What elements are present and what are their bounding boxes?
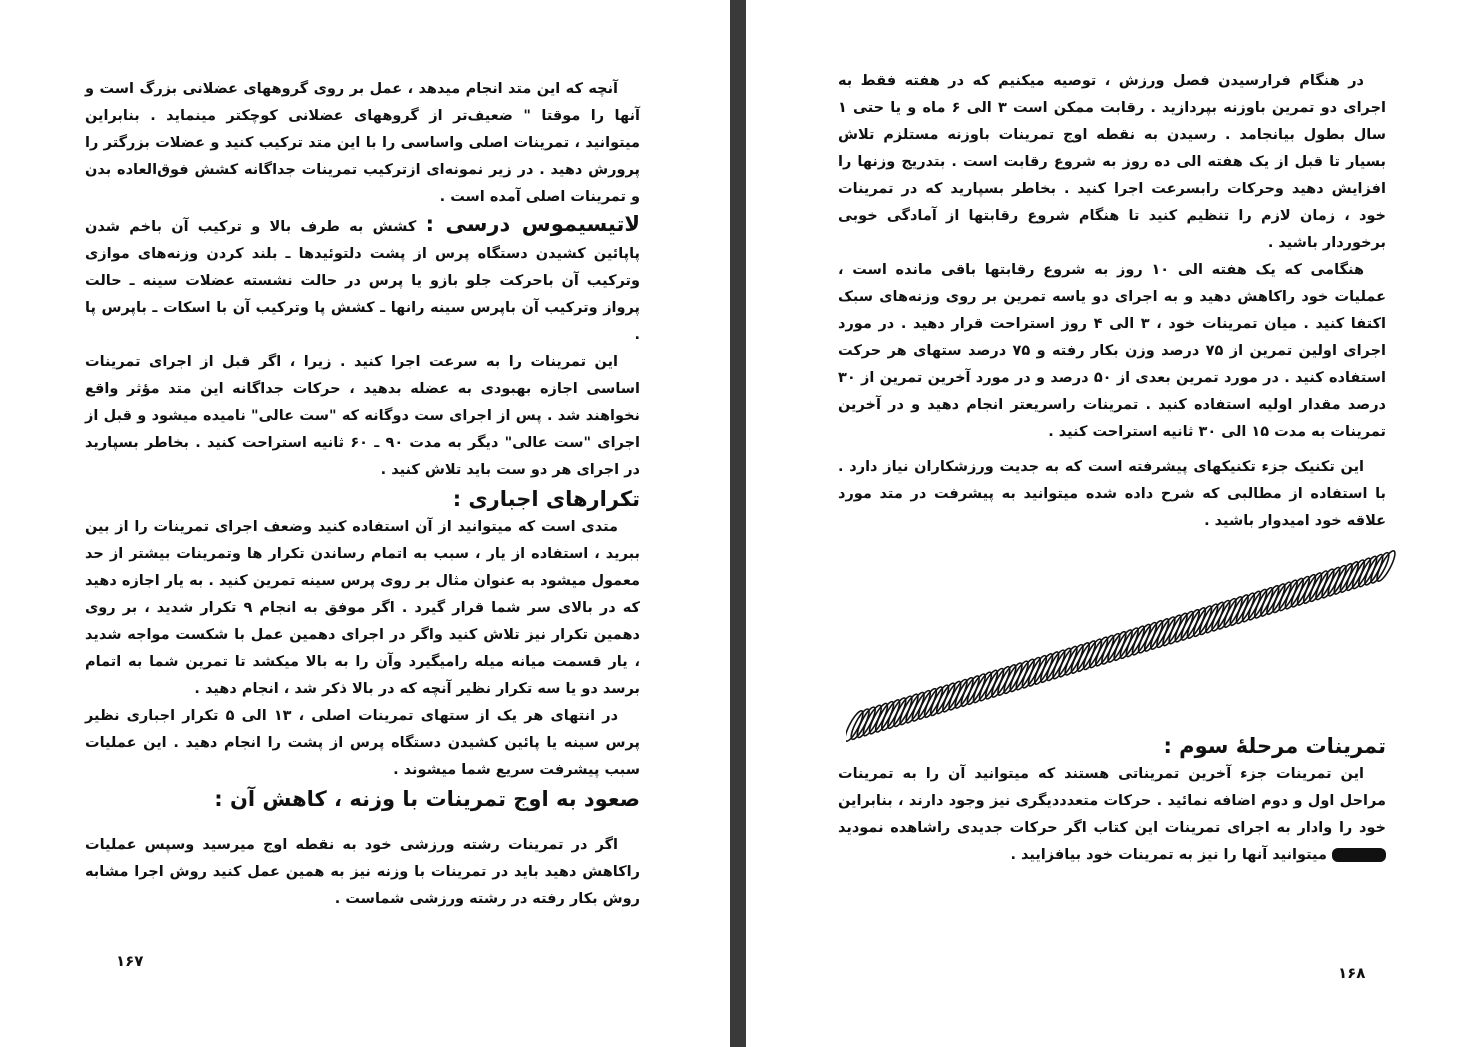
section-heading: تمرینات مرحلهٔ سوم : [1163,734,1386,758]
paragraph: متدی است که میتوانید از آن استفاده کنید وضعف اجرای تمرینات را از بین ببرید ، استفاده از یار ، سبب به اتمام رساندن تکرار ها وتمرینات بیشتر از حد معمول میشود به عنوان مثال بر روی پرس سینه تمرین کنید . به یار اجازه دهید که در بالای سر شما قرار گیرد . اگر موفق به انجام ۹ تکرار شدید ، بر روی دهمین تکرار نیز تلاش کنید واگر در اجرای دهمین عمل با شکست مواجه شدید ، یار قسمت میانه میله رامیگیرد وآن را به بالا میکشد تا تمرین شما به اتمام برسد دو یا سه تکرار نظیر آنچه که در بالا ذکر شد ، انجام دهید . [85,519,640,697]
coiled-spring-illustration [846,548,1396,748]
section-heading: صعود به اوج تمرینات با وزنه ، کاهش آن : [214,787,640,811]
paragraph: این تکنیک جزء تکنیکهای پیشرفته است که به جدیت ورزشکاران نیاز دارد . با استفاده از مطالبی که شرح داده شده میتوانید به پیشرفت در متد مورد علاقه خود امیدوار باشید . [838,459,1386,529]
left-page-text [85,76,640,913]
paragraph-text: این تمرینات جزء آخرین تمریناتی هستند که میتوانید آن را به تمرینات مراحل اول و دوم اضافه نمائید . حرکات متعدددیگری نیز وجود دارند ، بنابراین خود را وادار به اجرای تمرینات این کتاب اگر حرکات جدیدی راشاهده نمودید [838,766,1386,836]
spacer [838,446,1386,454]
spacer [85,814,640,832]
left-page [0,0,730,1047]
paragraph: این تمرینات را به سرعت اجرا کنید . زیرا ، اگر قبل از اجرای تمرینات اساسی اجازه بهبودی به عضله بدهید ، حرکات جداگانه این متد مؤثر واقع نخواهند شد . پس از اجرای ست دوگانه که "ست عالی" نامیده میشود و قبل از اجرای "ست عالی" دیگر به مدت ۹۰ ـ ۶۰ ثانیه استراحت کنید . بخاطر بسپارید در اجرای هر دو ست باید تلاش کنید . [85,354,640,478]
page-number: ۱۶۸ [1338,964,1366,982]
book-gutter [730,0,746,1047]
paragraph [838,761,1386,869]
paragraph: در انتهای هر یک از ستهای تمرینات اصلی ، ۱۳ الی ۵ تکرار اجباری نظیر پرس سینه یا پائین کشیدن دستگاه پرس از پشت را انجام دهید . این عملیات سبب پیشرفت سریع شما میشوند . [85,708,640,778]
right-page [746,0,1468,1047]
paragraph: هنگامی که یک هفته الی ۱۰ روز به شروع رقابتها باقی مانده است ، عملیات خود راکاهش دهید و به اجرای دو یاسه تمرین بر روی وزنه‌های سبک اکتفا کنید . میان تمرینات خود ، ۳ الی ۴ روز استراحت قرار دهید . در مورد اجرای اولین تمرین از ۷۵ درصد وزن بکار رفته و ۷۵ درصد ستهای هر حرکت استفاده کنید . در مورد تمرین بعدی از ۵۰ درصد و در مورد آخرین تمرین از ۳۰ درصد مقدار اولیه استفاده کنید . تمرینات راسریعتر انجام دهید و در آخرین تمرینات به مدت ۱۵ الی ۳۰ ثانیه استراحت کنید . [838,262,1386,440]
section-heading: تکرارهای اجباری : [452,487,640,511]
paragraph [85,211,640,349]
ink-smudge [1332,848,1386,862]
paragraph: در هنگام فرارسیدن فصل ورزش ، توصیه میکنیم که در هفته فقط به اجرای دو تمرین باوزنه بپردازید . رقابت ممکن است ۳ الی ۶ ماه و یا حتی ۱ سال بطول بیانجامد . رسیدن به نقطه اوج تمرینات باوزنه مستلزم تلاش بسیار تا قبل از یک هفته الی ده روز به شروع رقابت است . بتدریج وزنها را افزایش دهید وحرکات رابسرعت اجرا کنید . بخاطر بسپارید که در تمرینات خود ، زمان لازم را تنظیم کنید تا هنگام شروع رقابتها از آمادگی خوبی برخوردار باشید . [838,73,1386,251]
right-page-text [838,68,1386,869]
section-heading: لاتیسیموس درسی : [425,212,640,236]
paragraph: آنچه که این متد انجام میدهد ، عمل بر روی گروههای عضلانی بزرگ است و آنها را موقتا " ضعیف‌تر از گروههای عضلانی کوچکتر مینماید . بنابراین میتوانید ، تمرینات اصلی واساسی را با این متد ترکیب کنید و عضلات بزرگتر را پرورش دهید . در زیر نمونه‌ای ازترکیب تمرینات جداگانه کشش فوق‌العاده بدن و تمرینات اصلی آمده است . [85,81,640,205]
paragraph: اگر در تمرینات رشته ورزشی خود به نقطه اوج میرسید وسپس عملیات راکاهش دهید باید در تمرینات با وزنه نیز به همین عمل کنید روش اجرا مشابه روش بکار رفته در رشته ورزشی شماست . [85,837,640,907]
page-number: ۱۶۷ [116,952,144,970]
paragraph-text: میتوانید آنها را نیز به تمرینات خود بیافزایید . [1010,847,1327,863]
paragraph-text: کشش به طرف بالا و ترکیب آن باخم شدن پاپائین کشیدن دستگاه پرس از پشت دلتوئیدها ـ بلند کردن وزنه‌های موازی وترکیب آن باحرکت جلو بازو یا پرس در حالت نشسته عضلات سینه ـ حالت پرواز وترکیب آن باپرس سینه رانها ـ کشش پا وترکیب آن با اسکات ـ باپرس پا . [85,219,640,343]
